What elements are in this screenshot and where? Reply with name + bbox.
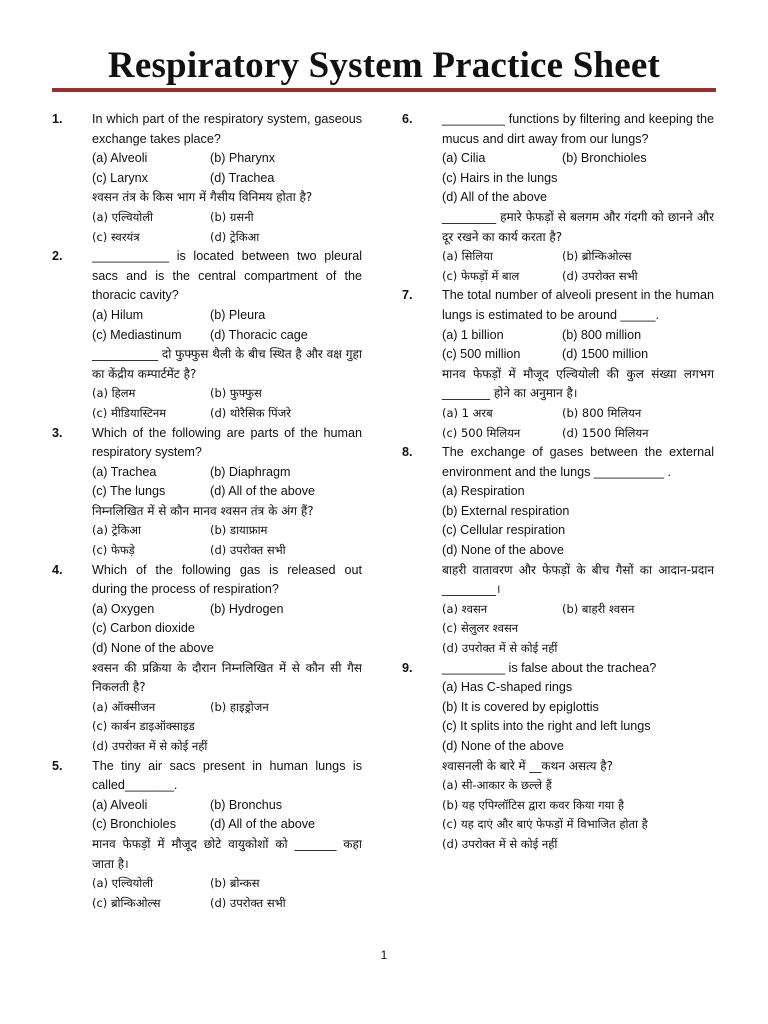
option-english: (d) Trachea [210,170,275,185]
option-row [92,482,362,502]
option-english: (c) Mediastinum [92,327,182,342]
question-number: 1. [52,112,63,126]
option-row [442,521,714,541]
question-text-english: Which of the following are parts of the human respiratory system? [92,425,362,460]
question-text-english: The total number of alveoli present in the human lungs is estimated to be around _____. [442,288,714,322]
question-block [52,561,362,757]
option-row-hindi [442,796,714,816]
option-hindi: (a) एल्वियोली [92,209,154,224]
page-title: Respiratory System Practice Sheet [107,45,661,86]
option-row-hindi [442,600,714,620]
question-text-hindi: मानव फेफड़ों में मौजूद एल्वियोली की कुल संख्या लगभग ________ होने का अनुमान है। [442,366,714,401]
option-row-hindi [442,247,714,267]
option-hindi: (c) फेफड़े [92,543,135,558]
option-row [442,717,714,737]
option-row [442,698,714,718]
option-row [442,737,714,757]
option-english: (d) All of the above [210,484,316,499]
option-english: (a) 1 billion [442,327,504,342]
option-english: (d) None of the above [92,641,214,656]
title-underline [52,88,716,92]
option-row [442,541,714,561]
option-row [442,502,714,522]
option-hindi: (c) फेफड़ों में बाल [442,268,520,283]
option-row-hindi [442,835,714,855]
option-row-hindi [92,717,362,737]
option-english: (c) It splits into the right and left lungs [442,719,651,734]
option-hindi: (c) 500 मिलियन [442,425,521,440]
option-row-hindi [92,384,362,404]
question-text-english: _________ functions by filtering and keeping the mucus and dirt away from our lungs? [442,112,714,146]
option-row-hindi [92,698,362,718]
question-text-hindi: श्वसन तंत्र के किस भाग में गैसीय विनिमय होता है? [92,190,313,205]
question-block [402,110,714,286]
option-hindi: (d) ट्रेकिआ [210,229,260,244]
option-row [92,149,362,169]
option-english: (d) None of the above [442,739,564,753]
option-hindi: (a) ट्रेकिआ [92,523,142,538]
option-english: (c) 500 million [442,347,521,362]
option-english: (a) Alveoli [92,151,148,166]
option-row [92,600,362,620]
option-english: (a) Cilia [442,151,486,166]
option-english: (c) Bronchioles [92,817,176,832]
option-row [92,463,362,483]
question-number: 6. [402,112,413,126]
option-english: (c) The lungs [92,484,166,499]
option-english: (c) Cellular respiration [442,523,566,538]
question-text-english: In which part of the respiratory system, gaseous exchange takes place? [92,112,362,146]
option-hindi: (c) मीडियास्टिनम [92,405,167,420]
option-english: (a) Respiration [442,484,525,499]
question-text-english: _________ is false about the trachea? [442,660,657,675]
option-row-hindi [442,424,714,444]
option-row-hindi [442,404,714,424]
question-number: 9. [402,660,413,675]
option-english: (a) Alveoli [92,797,148,812]
question-number: 5. [52,758,63,773]
option-row-hindi [92,521,362,541]
option-hindi: (b) ब्रोन्कस [210,876,260,891]
question-number: 3. [52,425,63,440]
question-block [402,659,714,855]
option-row [442,326,714,346]
question-text-hindi: ___________ दो फुफ्फुस थैली के बीच स्थित है और वक्ष गुहा का केंद्रीय कम्पार्टमेंट है? [92,347,362,381]
option-row [92,815,362,835]
question-block [52,247,362,423]
question-number: 7. [402,288,413,303]
option-row-hindi [442,267,714,287]
page-number: 1 [380,948,388,962]
option-row-hindi [92,541,362,561]
question-text-english: The exchange of gases between the external environment and the lungs __________ . [442,445,714,479]
question-number: 2. [52,249,63,264]
option-english: (b) External respiration [442,503,570,518]
question-block [52,424,362,561]
question-text-english: The tiny air sacs present in human lungs is called_______. [92,758,362,793]
option-hindi: (a) एल्वियोली [92,876,154,891]
option-row-hindi [442,639,714,659]
option-hindi: (d) थोरैसिक पिंजरे [210,405,291,420]
option-hindi: (d) उपरोक्त में से कोई नहीं [442,641,558,656]
option-hindi: (c) यह दाएं और बाएं फेफड़ों में विभाजित होता है [442,817,648,832]
option-row [92,639,362,659]
option-row [442,149,714,169]
option-hindi: (b) 800 मिलियन [562,405,642,420]
option-hindi: (a) हिलम [92,386,136,401]
option-english: (c) Hairs in the lungs [442,170,558,185]
option-row-hindi [442,776,714,796]
option-row-hindi [92,894,362,914]
option-hindi: (c) स्वरयंत्र [92,229,140,244]
question-block [402,286,714,443]
option-row-hindi [92,737,362,757]
option-row-hindi [92,404,362,424]
question-text-hindi: मानव फेफड़ों में मौजूद छोटे वायुकोशों को _______ कहा जाता है। [92,836,362,871]
question-block [402,443,714,659]
option-english: (d) None of the above [442,543,564,558]
option-english: (a) Has C-shaped rings [442,680,573,695]
question-block [52,757,362,914]
option-english: (c) Larynx [92,170,148,185]
option-hindi: (b) ग्रसनी [210,209,254,224]
option-hindi: (b) डायाफ्राम [210,523,268,538]
option-english: (a) Trachea [92,464,157,479]
question-number: 8. [402,445,413,460]
question-number: 4. [52,562,63,577]
option-english: (a) Oxygen [92,601,155,616]
option-row [92,796,362,816]
option-hindi: (a) ऑक्सीजन [92,699,156,714]
option-hindi: (d) उपरोक्त में से कोई नहीं [92,739,208,753]
option-english: (b) Hydrogen [210,601,284,616]
question-text-hindi: _________ हमारे फेफड़ों से बलगम और गंदगी को छानने और दूर रखने का कार्य करता है? [442,209,714,244]
option-row [442,678,714,698]
option-hindi: (c) कार्बन डाइऑक्साइड [92,719,195,734]
question-text-hindi: श्वासनली के बारे में __कथन असत्य है? [442,758,614,773]
option-row [92,619,362,639]
option-hindi: (b) फुफ्फुस [210,386,262,401]
option-row-hindi [92,228,362,248]
option-row [442,188,714,208]
option-english: (d) 1500 million [562,347,649,362]
option-hindi: (c) ब्रोन्किओल्स [92,895,161,910]
option-hindi: (b) यह एपिग्लॉटिस द्वारा कवर किया गया है [442,797,624,812]
option-english: (b) Bronchioles [562,151,647,166]
option-hindi: (d) उपरोक्त में से कोई नहीं [442,836,558,851]
option-hindi: (d) 1500 मिलियन [562,425,649,440]
option-row [92,169,362,189]
question-text-hindi: निम्नलिखित में से कौन मानव श्वसन तंत्र के अंग हैं? [92,503,314,518]
option-english: (b) 800 million [562,327,642,342]
option-hindi: (d) उपरोक्त सभी [562,268,638,283]
right-column [402,110,714,855]
question-text-english: Which of the following gas is released out during the process of respiration? [92,562,362,597]
option-row-hindi [442,619,714,639]
option-english: (d) All of the above [210,817,316,832]
option-english: (b) Bronchus [210,797,283,812]
option-hindi: (a) श्वसन [442,601,488,616]
option-row [442,345,714,365]
question-text-english: ___________ is located between two pleural sacs and is the central compartment of the thoracic cavity? [92,249,362,303]
option-hindi: (b) ब्रोन्किओल्स [562,249,632,264]
option-english: (d) Thoracic cage [210,327,308,342]
option-row [442,169,714,189]
question-text-hindi: बाहरी वातावरण और फेफड़ों के बीच गैसों का आदान-प्रदान _________। [442,562,714,597]
option-english: (b) Pharynx [210,151,276,166]
option-english: (c) Carbon dioxide [92,621,195,636]
option-row [92,326,362,346]
option-hindi: (c) सेलुलर श्वसन [442,621,519,636]
left-column [52,110,362,913]
option-english: (d) All of the above [442,190,548,205]
option-hindi: (b) बाहरी श्वसन [562,601,635,616]
question-block [52,110,362,247]
option-hindi: (a) सिलिया [442,249,493,264]
option-hindi: (a) सी-आकार के छल्ले हैं [442,778,552,793]
option-row-hindi [92,208,362,228]
option-english: (b) Pleura [210,307,266,322]
option-english: (b) Diaphragm [210,464,291,479]
option-row-hindi [92,874,362,894]
question-text-hindi: श्वसन की प्रक्रिया के दौरान निम्नलिखित में से कौन सी गैस निकलती है? [92,660,362,695]
option-english: (a) Hilum [92,307,144,322]
option-hindi: (b) हाइड्रोजन [210,699,269,714]
option-english: (b) It is covered by epiglottis [442,699,599,714]
option-row [92,306,362,326]
option-hindi: (a) 1 अरब [442,405,493,420]
option-row [442,482,714,502]
option-row-hindi [442,815,714,835]
option-hindi: (d) उपरोक्त सभी [210,895,286,910]
option-hindi: (d) उपरोक्त सभी [210,543,286,558]
